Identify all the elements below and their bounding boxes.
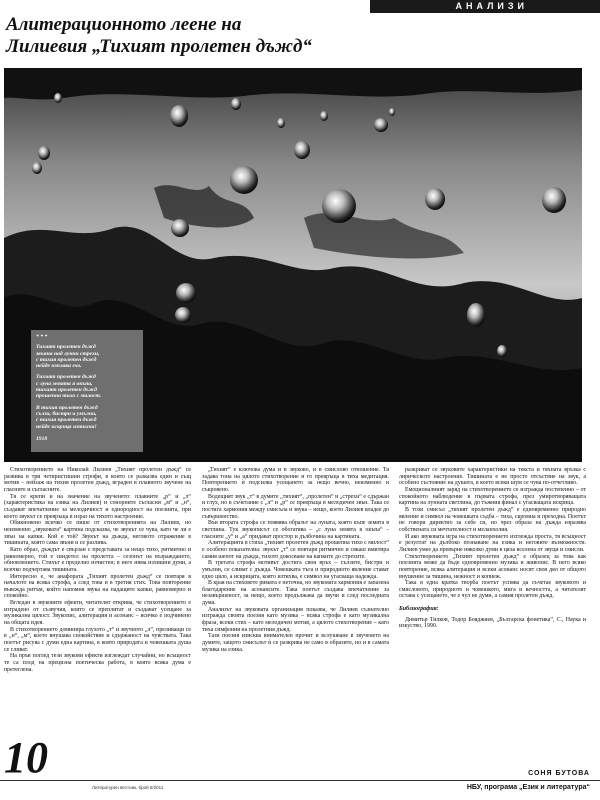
text-column-1 bbox=[4, 467, 191, 777]
paragraph: Така в една кратка творба поетът успява да съчетае звуковото и смисловото, природното и човешкото, мига и вечността, а читателят остава с усещането, че е чул не думи, а самия пролетен дъжд. bbox=[399, 580, 586, 600]
poem-line: с тихия пролетен дъжд bbox=[36, 356, 97, 363]
poem-stanza-2 bbox=[36, 374, 138, 399]
poem-line: Тихият пролетен дъжд bbox=[36, 344, 96, 351]
paragraph: Интересно е, че анафората „Тихият пролетен дъжд“ се повтаря в началото на всяка строфа, а след това и в третия стих. Това повторение въвежда ритъм, който напомня звука на падащите капки, равномерно и спокойно. bbox=[4, 573, 191, 600]
paragraph: Стихотворението „Тихият пролетен дъжд“ е образец за това как поезията може да бъде едновременно музика и живопис. В него всяко повторение, всяка алитерация и всеки асонанс носят своя дял от общото внушение за тишина, нежност и копнеж. bbox=[399, 553, 586, 580]
paragraph: В този смисъл „тихият пролетен дъжд“ е едновременно природно явление и символ на човешката съдба – тиха, скромна и преходна. Поетът не говори директно за себе си, но чрез образа на дъжда изразява собствената си мечтателност и меланхолия. bbox=[399, 506, 586, 533]
paragraph: Водещият звук „т“ в думите „тихият“, „пролетен“ и „стрехи“ е сдържан и глух, но в съчетание с „л“ и „р“ се превръща в мелодичен звън. Така се постига хармония между смисъла и звука – нещо, което Лилиев владее до съвършенство. bbox=[202, 493, 389, 520]
poem-line: с тихия пролетен дъжд bbox=[36, 417, 97, 424]
bibliography-item: Димитър Тилков, Тодор Бояджиев, „Българска фонетика“, С., Наука и изкуство, 1990. bbox=[399, 616, 586, 630]
paragraph: Стихотворението на Николай Лилиев „Тихият пролетен дъжд“ се развива в три четиристишни строфи, в които се разказва един и същ мотив – пейзаж на тихия пролетен дъжд, вграден в плавното звучене на гласните и съгласните. bbox=[4, 467, 191, 493]
poem-line: нейде искрица изтихна! bbox=[36, 423, 97, 430]
poem-line: В тихия пролетен дъжд bbox=[36, 404, 98, 411]
paragraph: „Тихият“ е ключова дума и в звуково, и в смислово отношение. Тя задава тона на цялото стихотворение и го превръща в тиха медитация. Повторението ѝ подсилва усещането за нещо вечно, неизменно и съкровено. bbox=[202, 467, 389, 493]
paragraph: Анализът на звуковата организация показва, че Лилиев съзнателно изгражда своята поезия като музика – всяка строфа е като музикална фраза, всеки стих – като мелодичен мотив, а цялото стихотворение – като тиха симфония на пролетния дъжд. bbox=[202, 606, 389, 633]
paragraph: В третата строфа мотивът достига своя връх – сълзите, бистри и умълни, се сливат с дъжда. Човешката тъга и природното явление стават едно цяло, а искрицата, която изтихва, е символ на угасваща надежда. bbox=[202, 560, 389, 580]
poem-year: 1918 bbox=[36, 435, 48, 442]
text-column-2 bbox=[202, 467, 389, 777]
paragraph: Обикновено всичко се пише от стихотворенията на Лилиев, но неизменно „звуковата“ картина подсказва, че звукът се чува, като че ли е звън на капки. Кой е той? Звукът на дъжда, неговото отражение в тишината, която сама звъни и се разлива. bbox=[4, 520, 191, 547]
title-line-2: Лилиевия „Тихият пролетен дъжд“ bbox=[6, 36, 312, 57]
poem-line: прошепна тихо с милост. bbox=[36, 393, 102, 400]
text-column-3 bbox=[399, 467, 586, 777]
poem-line: тихият пролетен дъжд bbox=[36, 387, 97, 394]
poem-stanza-1 bbox=[36, 344, 138, 369]
section-tab bbox=[370, 0, 600, 13]
paragraph: Тази поезия изисква внимателен прочит и вслушване в звученето на думите, защото смисълът ѝ се разкрива не само в образите, но и в самата музика на езика. bbox=[202, 633, 389, 653]
poem-stanza-3 bbox=[36, 405, 138, 430]
page-footer bbox=[0, 780, 600, 795]
poem-line: сълзи, бистри и умълни, bbox=[36, 410, 97, 417]
paragraph: Вгледан в звуковите ефекти, читателят открива, че стихотворението е изградено от съзвучия, които се преплитат и създават усещане за музикална цялост. Звукопис, алитерация и асонанс – всичко е подчинено на общата идея. bbox=[4, 600, 191, 627]
rain-photo bbox=[4, 68, 582, 462]
paragraph: Алитерацията в стиха „тихият пролетен дъжд прошепна тихо с милост“ е особено показателна: звукът „т“ се повтаря ритмично и сякаш имитира самия шепот на дъжда, тихото докосване на капките до стрехите. bbox=[202, 540, 389, 560]
poem-box bbox=[31, 330, 143, 452]
title-line-1: Алитерационното леене на bbox=[6, 14, 242, 35]
poem-line: Тихият пролетен дъжд bbox=[36, 374, 96, 381]
paragraph: В стихотворението доминира глухото „т“ и звучното „л“, преливащи се в „н“, „м“, което внушава спокойствие и сдържаност на чувствата. Така поетът рисува с думи една картина, в която природата и човешката душа се сливат. bbox=[4, 626, 191, 653]
paragraph: Тя се крепи и на значение на звученето: плавните „р“ и „л“ (характеристика на езика на Лилиев) и сонорните съгласни „м“ и „н“, създават впечатление за мелодичност и еднородност на поезията, при което звукът се превръща в израз на тихото настроение. bbox=[4, 493, 191, 520]
paragraph: Като образ, дъждът е свързан с представата за нещо тихо, ритмично и равномерно, той е свидетел на пролетта – сезонът на възраждането, обновлението. Стихът е пределно изчистен; в него няма излишни думи, а всичко подчертава тишината. bbox=[4, 546, 191, 573]
page-number: 10 bbox=[4, 733, 48, 782]
publication-info: Литературен вестник, брой 5/2011 bbox=[92, 785, 164, 790]
author-name: СОНЯ БУТОВА bbox=[528, 770, 590, 777]
article-body bbox=[4, 467, 594, 777]
poem-line: звънна над лунни стрехи, bbox=[36, 350, 100, 357]
paragraph: Емоционалният заряд на стихотворението се изгражда постепенно – от спокойното наблюдение в първата строфа, през умиротворяващата картина на лунната светлина, до тъжния финал с угасващата искрица. bbox=[399, 486, 586, 507]
paragraph: В края на стиховете римата е неточна, но звуковата хармония е запазена благодарение на асонансите. Така поетът създава впечатление за незавършеност, за нещо, което продължава да звучи и след последната дума. bbox=[202, 580, 389, 607]
paragraph: разкриват се звуковите характеристики на текста и тяхната връзка с лирическото настроение. Тишината е не просто отсъствие на звук, а особено състояние на душата, в което всеки шум се чува по-отчетливо. bbox=[399, 467, 586, 487]
poem-stars: * * * bbox=[36, 334, 48, 340]
program-label: НБУ, програма „Език и литература“ bbox=[466, 784, 590, 791]
bibliography-title: Библиография: bbox=[399, 606, 439, 613]
poem-line: нейде изплака ехо. bbox=[36, 363, 82, 370]
poem-line: с луна земята я окъпа, bbox=[36, 380, 93, 387]
paragraph: На пръв поглед тези звукови ефекти изглеждат случайни, но всъщност те са плод на прецизна поетическа работа, в която всяка дума е претеглена. bbox=[4, 653, 191, 673]
article-title bbox=[6, 14, 596, 58]
paragraph: И ако звуковата игра на стихотворението изглежда простa, тя всъщност е резултат на дълбоко познаване на езика и неговите възможности. Лилиев умее да превърне няколко думи в цяла вселена от звуци и смисли. bbox=[399, 533, 586, 553]
paragraph: Във втората строфа се появява образът на луната, която къпе земята в светлина. Тук звукописът се обогатява – „с луна земята я окъпа“ – гласните „у“ и „а“ придават простор и дълбочина на картината. bbox=[202, 520, 389, 540]
section-label: АНАЛИЗИ bbox=[455, 1, 528, 11]
